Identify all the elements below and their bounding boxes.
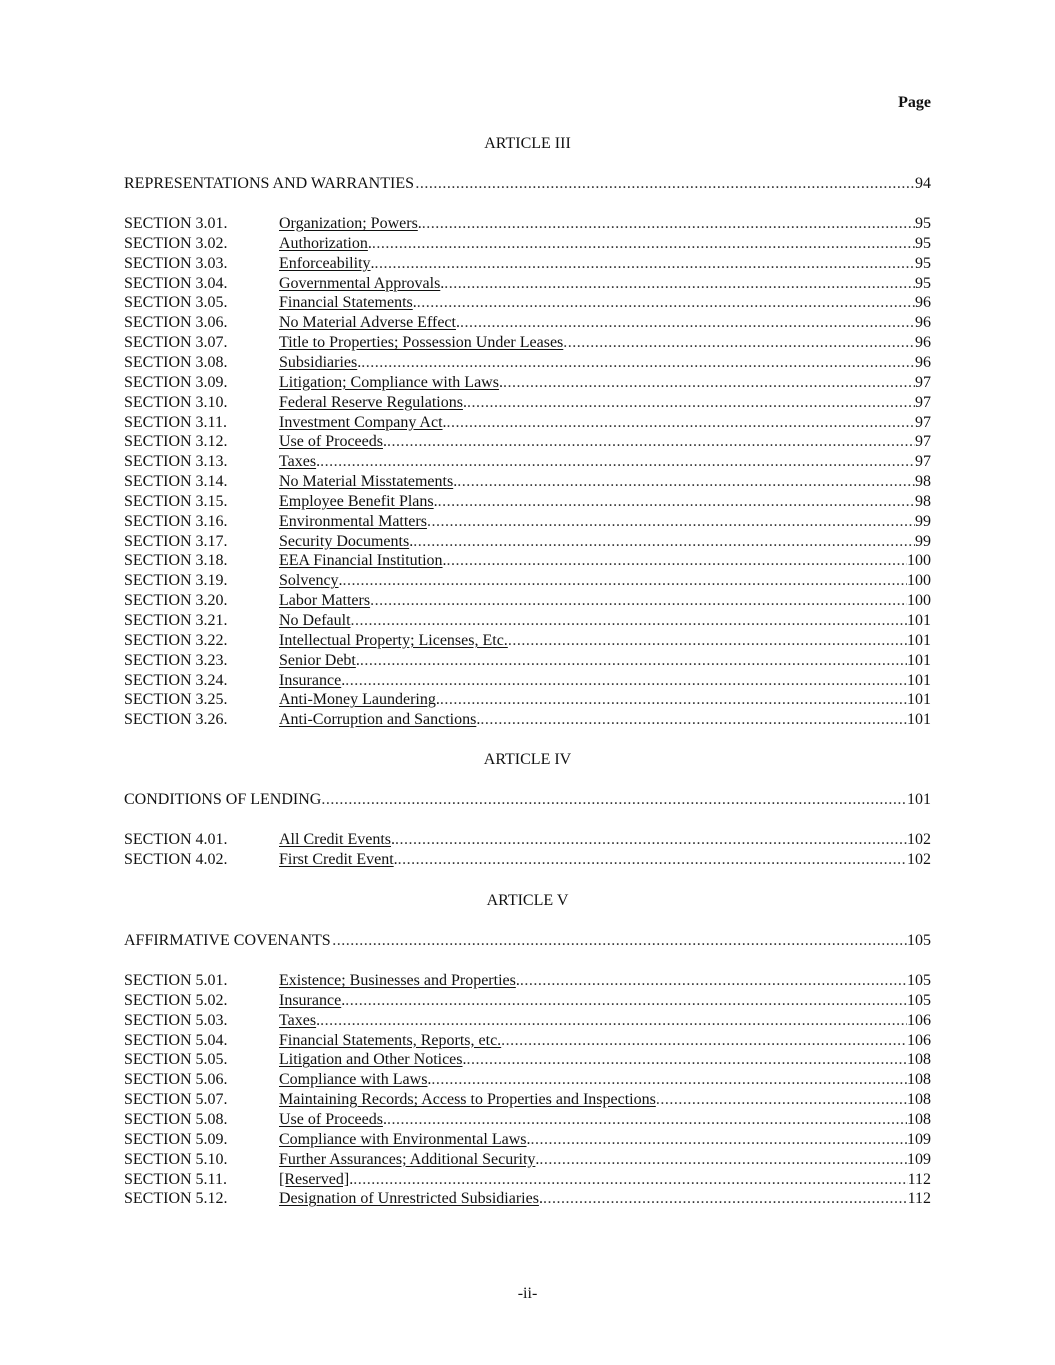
section-title-wrap: [279, 1050, 467, 1070]
section-title-trail: .: [357, 353, 362, 371]
section-number: SECTION 3.21.: [124, 612, 228, 629]
page-ref: 97: [915, 413, 931, 431]
section-number: SECTION 3.17.: [124, 532, 228, 550]
section-number: SECTION 5.06.: [124, 1071, 228, 1089]
page-ref: 99: [915, 512, 931, 530]
article-title: REPRESENTATIONS AND WARRANTIES: [124, 175, 414, 192]
dot-leader: [413, 532, 915, 552]
section-title-trail: .: [382, 433, 387, 451]
page-ref: 101: [907, 711, 931, 729]
toc-section-row[interactable]: [124, 591, 931, 611]
section-title-wrap: [279, 234, 372, 254]
section-title-wrap: [279, 1189, 543, 1209]
section-number: SECTION 5.01.: [124, 972, 228, 989]
section-number: SECTION 3.19.: [124, 572, 228, 590]
section-title-trail: .: [427, 1071, 432, 1089]
article-title: AFFIRMATIVE COVENANTS: [124, 932, 331, 949]
section-number: SECTION 5.10.: [124, 1150, 228, 1168]
section-title-link[interactable]: Investment Company Act: [279, 413, 443, 431]
dot-leader: [520, 971, 907, 991]
section-title-trail: .: [440, 274, 445, 292]
dot-leader: [417, 293, 915, 313]
page-ref: 94: [915, 175, 931, 192]
section-title-wrap: [279, 293, 417, 313]
section-title-link[interactable]: Compliance with Laws: [279, 1071, 428, 1089]
page-ref: 101: [907, 671, 931, 689]
section-title-trail: .: [535, 1150, 540, 1168]
page-ref: 109: [907, 1130, 931, 1148]
dot-leader: [447, 551, 907, 571]
toc-section-row[interactable]: [124, 472, 931, 492]
dot-leader: [360, 651, 907, 671]
section-title-link[interactable]: Compliance with Environmental Laws: [279, 1130, 527, 1148]
toc-section-row[interactable]: [124, 214, 931, 234]
toc-section-row[interactable]: [124, 234, 931, 254]
toc-section-row[interactable]: [124, 1070, 931, 1090]
toc-section-row[interactable]: [124, 571, 931, 591]
section-title-link[interactable]: All Credit Events: [279, 831, 391, 848]
section-title-link[interactable]: Taxes: [279, 453, 317, 471]
section-number: SECTION 3.15.: [124, 492, 228, 510]
section-title-link[interactable]: Designation of Unrestricted Subsidiaries: [279, 1190, 539, 1208]
dot-leader: [398, 850, 907, 870]
section-title-trail: .: [433, 492, 438, 510]
section-number: SECTION 3.01.: [124, 215, 228, 232]
page-label: Page: [898, 94, 931, 111]
section-title-trail: .: [476, 711, 481, 729]
section-title-link[interactable]: Further Assurances; Additional Security: [279, 1150, 536, 1168]
page-ref: 101: [907, 651, 931, 669]
section-title-trail: .: [370, 254, 375, 272]
section-title-link[interactable]: No Material Adverse Effect: [279, 314, 456, 332]
dot-leader: [656, 1090, 907, 1110]
toc-section-row[interactable]: [124, 631, 931, 651]
section-title-wrap: [279, 1090, 656, 1110]
page-ref: 100: [907, 572, 931, 590]
page-ref: 105: [907, 991, 931, 1009]
section-title-wrap: [279, 710, 480, 730]
section-number: SECTION 5.02.: [124, 991, 228, 1009]
section-title-wrap: [279, 432, 387, 452]
section-number: SECTION 3.09.: [124, 373, 228, 391]
section-title-wrap: [279, 413, 447, 433]
dot-leader: [508, 631, 907, 651]
section-number: SECTION 3.04.: [124, 274, 228, 292]
section-title-link[interactable]: Maintaining Records; Access to Properties and Inspections: [279, 1091, 656, 1109]
section-title-link[interactable]: Financial Statements, Reports, etc.: [279, 1031, 502, 1049]
section-number: SECTION 3.06.: [124, 314, 228, 332]
toc-section-row[interactable]: [124, 1189, 931, 1209]
toc-section-row[interactable]: [124, 651, 931, 671]
section-title-wrap: [279, 373, 503, 393]
page-ref: 98: [915, 492, 931, 510]
section-title-link[interactable]: Environmental Matters: [279, 512, 427, 530]
toc-section-row[interactable]: [124, 850, 931, 870]
page-ref: 96: [915, 294, 931, 312]
toc-section-row[interactable]: [124, 1050, 931, 1070]
section-number: SECTION 3.18.: [124, 552, 228, 570]
toc-section-row[interactable]: [124, 1110, 931, 1130]
toc-section-row[interactable]: [124, 1011, 931, 1031]
section-title-wrap: [279, 850, 398, 870]
section-title-trail: .: [367, 234, 372, 252]
page-ref: 108: [907, 1110, 931, 1128]
dot-leader: [422, 214, 915, 234]
section-number: SECTION 3.24.: [124, 671, 228, 689]
section-title-link[interactable]: Title to Properties; Possession Under Leases: [279, 334, 564, 352]
toc-section-row[interactable]: [124, 1130, 931, 1150]
section-number: SECTION 3.12.: [124, 433, 228, 451]
section-number: SECTION 5.04.: [124, 1031, 228, 1049]
dot-leader: [563, 333, 915, 353]
section-title-wrap: [279, 1011, 320, 1031]
toc-section-row[interactable]: [124, 293, 931, 313]
section-title-wrap: [279, 254, 375, 274]
dot-leader: [503, 373, 915, 393]
section-title-trail: .: [409, 532, 414, 550]
section-title-wrap: [279, 472, 457, 492]
section-title-link[interactable]: Governmental Approvals: [279, 274, 441, 292]
section-title-link[interactable]: Insurance: [279, 671, 342, 689]
section-title-wrap: [279, 532, 413, 552]
page-ref: 101: [907, 631, 931, 649]
dot-leader: [427, 512, 915, 532]
section-number: SECTION 3.26.: [124, 711, 228, 729]
section-number: SECTION 3.08.: [124, 353, 228, 371]
section-title-wrap: [279, 971, 520, 991]
section-title-wrap: [279, 591, 370, 611]
section-title-link[interactable]: Existence; Businesses and Properties: [279, 972, 516, 989]
section-title-link[interactable]: Anti-Corruption and Sanctions: [279, 711, 477, 729]
page-ref: 100: [907, 552, 931, 570]
page-ref: 112: [907, 1190, 931, 1208]
section-title-trail: .: [442, 413, 447, 431]
section-title-link[interactable]: Security Documents: [279, 532, 410, 550]
section-number: SECTION 4.01.: [124, 831, 228, 848]
section-number: SECTION 3.07.: [124, 334, 228, 352]
section-title-wrap: [279, 690, 440, 710]
article-heading: ARTICLE III: [484, 135, 571, 152]
toc-section-row[interactable]: [124, 532, 931, 552]
section-title-link[interactable]: Anti-Money Laundering: [279, 691, 436, 709]
article-heading: ARTICLE V: [486, 892, 569, 909]
toc-section-row[interactable]: [124, 1170, 931, 1190]
section-title-trail: .: [515, 972, 520, 989]
dot-leader: [480, 710, 907, 730]
section-title-link[interactable]: Insurance: [279, 991, 342, 1009]
section-number: SECTION 5.11.: [124, 1170, 227, 1188]
section-number: SECTION 5.07.: [124, 1091, 228, 1109]
section-title-wrap: [279, 1150, 539, 1170]
page-ref: 102: [907, 831, 931, 848]
article-heading: ARTICLE IV: [483, 751, 572, 768]
section-title-link[interactable]: Financial Statements: [279, 294, 413, 312]
section-number: SECTION 4.02.: [124, 850, 228, 868]
dot-leader: [345, 991, 907, 1011]
section-number: SECTION 3.05.: [124, 294, 228, 312]
section-number: SECTION 3.13.: [124, 453, 228, 471]
toc-section-row[interactable]: [124, 611, 931, 631]
section-number: SECTION 3.25.: [124, 691, 228, 709]
toc-section-row[interactable]: [124, 551, 931, 571]
section-title-link[interactable]: Federal Reserve Regulations: [279, 393, 463, 411]
page-ref: 99: [915, 532, 931, 550]
section-title-trail: .: [341, 671, 346, 689]
article-title-row: [124, 174, 931, 194]
dot-leader: [345, 671, 907, 691]
section-title-link[interactable]: Employee Benefit Plans: [279, 492, 434, 510]
section-title-link[interactable]: Taxes: [279, 1011, 317, 1029]
section-title-trail: .: [355, 651, 360, 669]
section-title-link[interactable]: No Material Misstatements: [279, 473, 454, 491]
dot-leader: [395, 830, 907, 850]
toc-section-row[interactable]: [124, 452, 931, 472]
dot-leader: [320, 1011, 907, 1031]
dot-leader: [447, 413, 915, 433]
section-title-link[interactable]: EEA Financial Institution: [279, 552, 443, 570]
section-number: SECTION 3.22.: [124, 631, 228, 649]
toc-section-row[interactable]: [124, 971, 931, 991]
section-number: SECTION 5.08.: [124, 1110, 228, 1128]
toc-section-row[interactable]: [124, 492, 931, 512]
page-ref: 97: [915, 393, 931, 411]
dot-leader: [460, 313, 915, 333]
section-number: SECTION 3.10.: [124, 393, 228, 411]
section-number: SECTION 5.05.: [124, 1051, 228, 1069]
dot-leader: [467, 393, 915, 413]
section-number: SECTION 3.03.: [124, 254, 228, 272]
toc-section-row[interactable]: [124, 353, 931, 373]
page-ref: 96: [915, 314, 931, 332]
section-title-trail: .: [417, 215, 422, 232]
page-ref: 96: [915, 334, 931, 352]
section-title-trail: .: [316, 1011, 321, 1029]
toc-section-row[interactable]: [124, 274, 931, 294]
dot-leader: [387, 1110, 907, 1130]
section-title-wrap: [279, 313, 460, 333]
page-ref: 95: [915, 274, 931, 292]
dot-leader: [343, 571, 907, 591]
toc-section-row[interactable]: [124, 333, 931, 353]
section-number: SECTION 5.12.: [124, 1190, 228, 1208]
section-title-link[interactable]: Solvency: [279, 572, 339, 590]
section-title-wrap: [279, 830, 395, 850]
page-ref: 105: [907, 972, 931, 989]
dot-leader: [438, 492, 915, 512]
section-title-wrap: [279, 1031, 501, 1051]
section-title-link[interactable]: No Default: [279, 612, 351, 629]
page-ref: 108: [907, 1091, 931, 1109]
section-title-wrap: [279, 512, 427, 532]
section-title-link[interactable]: Senior Debt: [279, 651, 356, 669]
section-number: SECTION 5.03.: [124, 1011, 228, 1029]
section-title-link[interactable]: Use of Proceeds: [279, 1110, 383, 1128]
page-ref: 95: [915, 254, 931, 272]
section-title-wrap: [279, 214, 422, 234]
dot-leader: [332, 931, 907, 951]
section-title-trail: .: [526, 1130, 531, 1148]
section-number: SECTION 3.14.: [124, 473, 228, 491]
toc-section-row[interactable]: [124, 393, 931, 413]
section-title-wrap: [279, 274, 444, 294]
page-ref: 108: [907, 1071, 931, 1089]
section-title-trail: .: [341, 991, 346, 1009]
page-ref: 101: [907, 791, 931, 808]
page-ref: 98: [915, 473, 931, 491]
dot-leader: [370, 591, 907, 611]
section-title-wrap: [279, 1070, 431, 1090]
section-title-trail: .: [462, 1051, 467, 1069]
toc-section-row[interactable]: [124, 413, 931, 433]
section-title-trail: .: [338, 572, 343, 590]
section-title-wrap: [279, 991, 345, 1011]
dot-leader: [531, 1130, 908, 1150]
section-title-wrap: [279, 492, 438, 512]
toc-section-row[interactable]: [124, 690, 931, 710]
section-title-link[interactable]: Authorization: [279, 234, 368, 252]
dot-leader: [501, 1031, 907, 1051]
section-title-trail: .: [412, 294, 417, 312]
section-title-wrap: [279, 631, 508, 651]
section-title-trail: .: [453, 473, 458, 491]
section-number: SECTION 3.23.: [124, 651, 228, 669]
article-title: CONDITIONS OF LENDING: [124, 791, 322, 808]
section-title-wrap: [279, 671, 345, 691]
section-title-wrap: [279, 651, 360, 671]
toc-section-row[interactable]: [124, 254, 931, 274]
section-title-wrap: [279, 333, 563, 353]
section-number: SECTION 3.02.: [124, 234, 228, 252]
section-title-trail: .: [393, 850, 398, 868]
dot-leader: [539, 1150, 907, 1170]
dot-leader: [372, 234, 915, 254]
section-title-link[interactable]: Intellectual Property; Licenses, Etc.: [279, 631, 508, 649]
section-title-link[interactable]: Labor Matters: [279, 592, 371, 610]
toc-section-row[interactable]: [124, 512, 931, 532]
toc-section-row[interactable]: [124, 432, 931, 452]
page-ref: 97: [915, 433, 931, 451]
section-title-link[interactable]: Litigation; Compliance with Laws: [279, 373, 499, 391]
section-title-link[interactable]: Enforceability: [279, 254, 371, 272]
toc-section-row[interactable]: [124, 710, 931, 730]
toc-section-row[interactable]: [124, 830, 931, 850]
toc-section-row[interactable]: [124, 313, 931, 333]
section-title-link[interactable]: [Reserved]: [279, 1170, 350, 1188]
section-title-trail: .: [349, 1170, 354, 1188]
page-ref: 105: [907, 932, 931, 949]
section-title-wrap: [279, 1110, 387, 1130]
section-title-wrap: [279, 353, 361, 373]
section-title-wrap: [279, 1170, 353, 1190]
article-title-row: [124, 790, 931, 810]
dot-leader: [415, 174, 915, 194]
section-title-trail: .: [498, 373, 503, 391]
page-ref: 96: [915, 353, 931, 371]
section-number: SECTION 5.09.: [124, 1130, 228, 1148]
dot-leader: [387, 432, 915, 452]
page-ref: 112: [907, 1170, 931, 1188]
section-number: SECTION 3.16.: [124, 512, 228, 530]
dot-leader: [444, 274, 915, 294]
section-title-trail: .: [462, 393, 467, 411]
section-title-trail: .: [538, 1190, 543, 1208]
page-ref: 95: [915, 215, 931, 232]
dot-leader: [440, 690, 907, 710]
section-title-wrap: [279, 393, 467, 413]
dot-leader: [431, 1070, 907, 1090]
section-title-link[interactable]: First Credit Event: [279, 850, 394, 868]
section-number: SECTION 3.20.: [124, 592, 228, 610]
section-title-trail: .: [442, 552, 447, 570]
toc-section-row[interactable]: [124, 1090, 931, 1110]
page-ref: 101: [907, 612, 931, 629]
section-title-link[interactable]: Litigation and Other Notices: [279, 1051, 463, 1069]
section-title-wrap: [279, 611, 351, 631]
section-title-trail: .: [382, 1110, 387, 1128]
section-title-link[interactable]: Subsidiaries: [279, 353, 358, 371]
dot-leader: [351, 611, 907, 631]
dot-leader: [543, 1189, 908, 1209]
page-ref: 106: [907, 1011, 931, 1029]
dot-leader: [457, 472, 915, 492]
footer-page-number: -ii-: [517, 1285, 538, 1302]
section-title-wrap: [279, 551, 447, 571]
page-ref: 97: [915, 373, 931, 391]
page-ref: 101: [907, 691, 931, 709]
dot-leader: [375, 254, 915, 274]
dot-leader: [321, 790, 907, 810]
section-title-wrap: [279, 452, 320, 472]
page-ref: 97: [915, 453, 931, 471]
section-title-wrap: [279, 571, 343, 591]
dot-leader: [361, 353, 915, 373]
toc-section-row[interactable]: [124, 671, 931, 691]
section-title-link[interactable]: Use of Proceeds: [279, 433, 383, 451]
section-title-trail: .: [435, 691, 440, 709]
toc-section-row[interactable]: [124, 1031, 931, 1051]
page-ref: 102: [907, 850, 931, 868]
dot-leader: [467, 1050, 907, 1070]
page-ref: 95: [915, 234, 931, 252]
article-title-row: [124, 931, 931, 951]
toc-section-row[interactable]: [124, 373, 931, 393]
page-ref: 108: [907, 1051, 931, 1069]
page-ref: 100: [907, 592, 931, 610]
section-title-trail: .: [390, 831, 395, 848]
toc-section-row[interactable]: [124, 1150, 931, 1170]
section-title-wrap: [279, 1130, 531, 1150]
toc-section-row[interactable]: [124, 991, 931, 1011]
section-title-trail: .: [316, 453, 321, 471]
section-number: SECTION 3.11.: [124, 413, 227, 431]
page-ref: 106: [907, 1031, 931, 1049]
page-ref: 109: [907, 1150, 931, 1168]
dot-leader: [353, 1170, 907, 1190]
section-title-trail: .: [455, 314, 460, 332]
dot-leader: [320, 452, 915, 472]
section-title-link[interactable]: Organization; Powers: [279, 215, 418, 232]
